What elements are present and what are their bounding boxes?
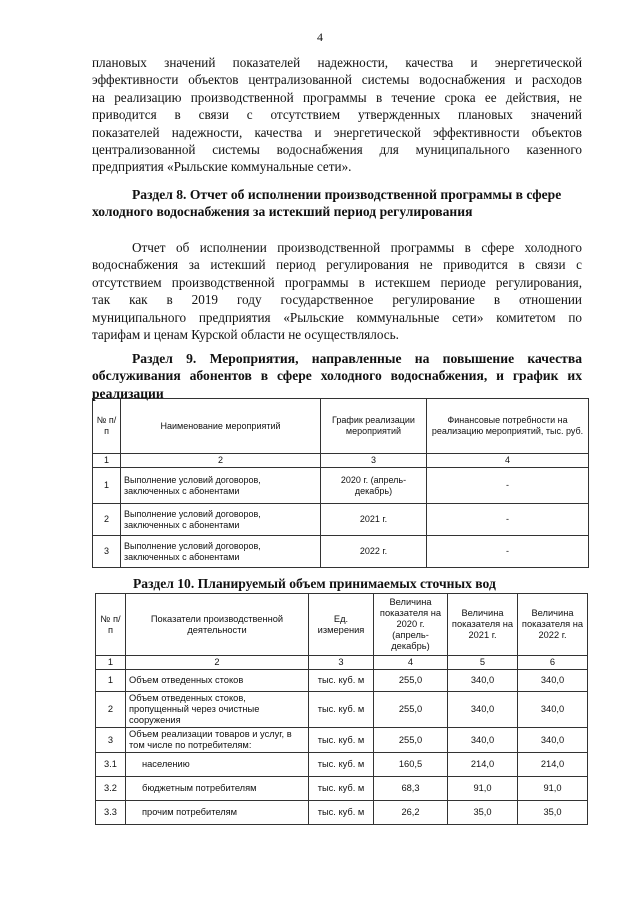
table-header-row: [96, 594, 588, 656]
indicator-name: населению: [126, 753, 309, 777]
row-number: 3: [93, 536, 121, 568]
section9-title: [92, 350, 582, 402]
measure-finance: -: [427, 504, 589, 536]
unit: тыс. куб. м: [309, 728, 374, 753]
value-2020: 255,0: [374, 728, 448, 753]
title-line: Раздел 10. Планируемый объем принимаемых сточных вод: [133, 576, 496, 591]
measure-name: Выполнение условий договоров, заключенных с абонентами: [121, 504, 321, 536]
table-row: [96, 728, 588, 753]
header-cell: № п/п: [93, 399, 121, 454]
section10-title: [133, 575, 583, 592]
text-line: приводится в связи с отсутствием утвержденных плановых значений: [92, 107, 582, 123]
unit: тыс. куб. м: [309, 692, 374, 728]
text-line: так как в 2019 году государственное регулирование в отношении: [92, 292, 582, 308]
value-2020: 26,2: [374, 801, 448, 825]
value-2021: 91,0: [448, 777, 518, 801]
text-line: эффективности объектов централизованной системы водоснабжения и расходов: [92, 72, 582, 88]
text-line: Отчет об исполнении производственной программы в сфере холодного: [132, 240, 582, 255]
indicator-name: Объем отведенных стоков, пропущенный через очистные сооружения: [126, 692, 309, 728]
indicator-name: Объем отведенных стоков: [126, 670, 309, 692]
row-number: 1: [93, 468, 121, 504]
text-line: плановых значений показателей надежности, качества и энергетической: [92, 55, 582, 70]
text-line: на реализацию производственной программы в течение срока ее действия, не: [92, 89, 582, 105]
header-cell: Финансовые потребности на реализацию мероприятий, тыс. руб.: [427, 399, 589, 454]
column-number: 5: [448, 656, 518, 670]
value-2020: 160,5: [374, 753, 448, 777]
text-line: водоснабжения за истекший период регулирования не приводится в связи с: [92, 257, 582, 273]
text-line: муниципального предприятия «Рыльские коммунальные сети» комитетом по: [92, 309, 582, 325]
value-2022: 35,0: [518, 801, 588, 825]
value-2021: 340,0: [448, 692, 518, 728]
title-line: обслуживания абонентов в сфере холодного водоснабжения, и график их: [92, 368, 582, 384]
text-line: тарифам и ценам Курской области не осуществлялось.: [92, 327, 399, 343]
table-row: [96, 753, 588, 777]
header-cell: График реализации мероприятий: [321, 399, 427, 454]
column-number-row: [96, 656, 588, 670]
section8-body: [92, 239, 582, 343]
value-2020: 255,0: [374, 670, 448, 692]
unit: тыс. куб. м: [309, 670, 374, 692]
value-2022: 340,0: [518, 692, 588, 728]
header-cell: № п/п: [96, 594, 126, 656]
indicator-name: прочим потребителям: [126, 801, 309, 825]
table-row: [93, 468, 589, 504]
column-number: 1: [93, 454, 121, 468]
table-row: [96, 670, 588, 692]
value-2022: 340,0: [518, 670, 588, 692]
header-cell: Величина показателя на 2022 г.: [518, 594, 588, 656]
value-2022: 91,0: [518, 777, 588, 801]
value-2021: 214,0: [448, 753, 518, 777]
wastewater-table: [95, 593, 588, 825]
row-number: 2: [93, 504, 121, 536]
indicator-name: бюджетным потребителям: [126, 777, 309, 801]
table-row: [96, 801, 588, 825]
title-line: холодного водоснабжения за истекший период регулирования: [92, 204, 473, 220]
column-number: 1: [96, 656, 126, 670]
indicator-name: Объем реализации товаров и услуг, в том числе по потребителям:: [126, 728, 309, 753]
measure-name: Выполнение условий договоров, заключенных с абонентами: [121, 536, 321, 568]
table-row: [96, 692, 588, 728]
section8-title: [92, 186, 582, 221]
value-2020: 255,0: [374, 692, 448, 728]
intro-paragraph: [92, 54, 582, 176]
table-row: [93, 536, 589, 568]
value-2021: 340,0: [448, 670, 518, 692]
column-number: 2: [121, 454, 321, 468]
value-2021: 340,0: [448, 728, 518, 753]
column-number: 3: [309, 656, 374, 670]
row-number: 2: [96, 692, 126, 728]
title-line: Раздел 8. Отчет об исполнении производственной программы в сфере: [132, 187, 562, 202]
measure-finance: -: [427, 468, 589, 504]
header-cell: Величина показателя на 2021 г.: [448, 594, 518, 656]
text-line: предприятия «Рыльские коммунальные сети».: [92, 159, 352, 175]
column-number: 3: [321, 454, 427, 468]
value-2020: 68,3: [374, 777, 448, 801]
row-number: 3.1: [96, 753, 126, 777]
table-row: [93, 504, 589, 536]
page-number: 4: [317, 30, 323, 44]
column-number: 6: [518, 656, 588, 670]
unit: тыс. куб. м: [309, 753, 374, 777]
header-cell: Наименование мероприятий: [121, 399, 321, 454]
row-number: 3.2: [96, 777, 126, 801]
column-number-row: [93, 454, 589, 468]
value-2022: 340,0: [518, 728, 588, 753]
measure-schedule: 2020 г. (апрель-декабрь): [321, 468, 427, 504]
header-cell: Показатели производственной деятельности: [126, 594, 309, 656]
title-line: реализации: [92, 385, 164, 401]
column-number: 2: [126, 656, 309, 670]
table-row: [96, 777, 588, 801]
table-header-row: [93, 399, 589, 454]
column-number: 4: [427, 454, 589, 468]
title-line: Раздел 9. Мероприятия, направленные на повышение качества: [132, 351, 582, 366]
value-2022: 214,0: [518, 753, 588, 777]
measure-name: Выполнение условий договоров, заключенных с абонентами: [121, 468, 321, 504]
measures-table: [92, 398, 589, 568]
row-number: 1: [96, 670, 126, 692]
unit: тыс. куб. м: [309, 801, 374, 825]
row-number: 3: [96, 728, 126, 753]
text-line: отсутствием производственной программы в истекшем периоде регулирования,: [92, 274, 582, 290]
unit: тыс. куб. м: [309, 777, 374, 801]
measure-schedule: 2022 г.: [321, 536, 427, 568]
value-2021: 35,0: [448, 801, 518, 825]
measure-schedule: 2021 г.: [321, 504, 427, 536]
header-cell: Ед. измерения: [309, 594, 374, 656]
row-number: 3.3: [96, 801, 126, 825]
text-line: показателей надежности, качества и энергетической эффективности объектов: [92, 124, 582, 140]
text-line: централизованной системы водоснабжения для муниципального казенного: [92, 142, 582, 158]
header-cell: Величина показателя на 2020 г. (апрель-декабрь): [374, 594, 448, 656]
column-number: 4: [374, 656, 448, 670]
measure-finance: -: [427, 536, 589, 568]
